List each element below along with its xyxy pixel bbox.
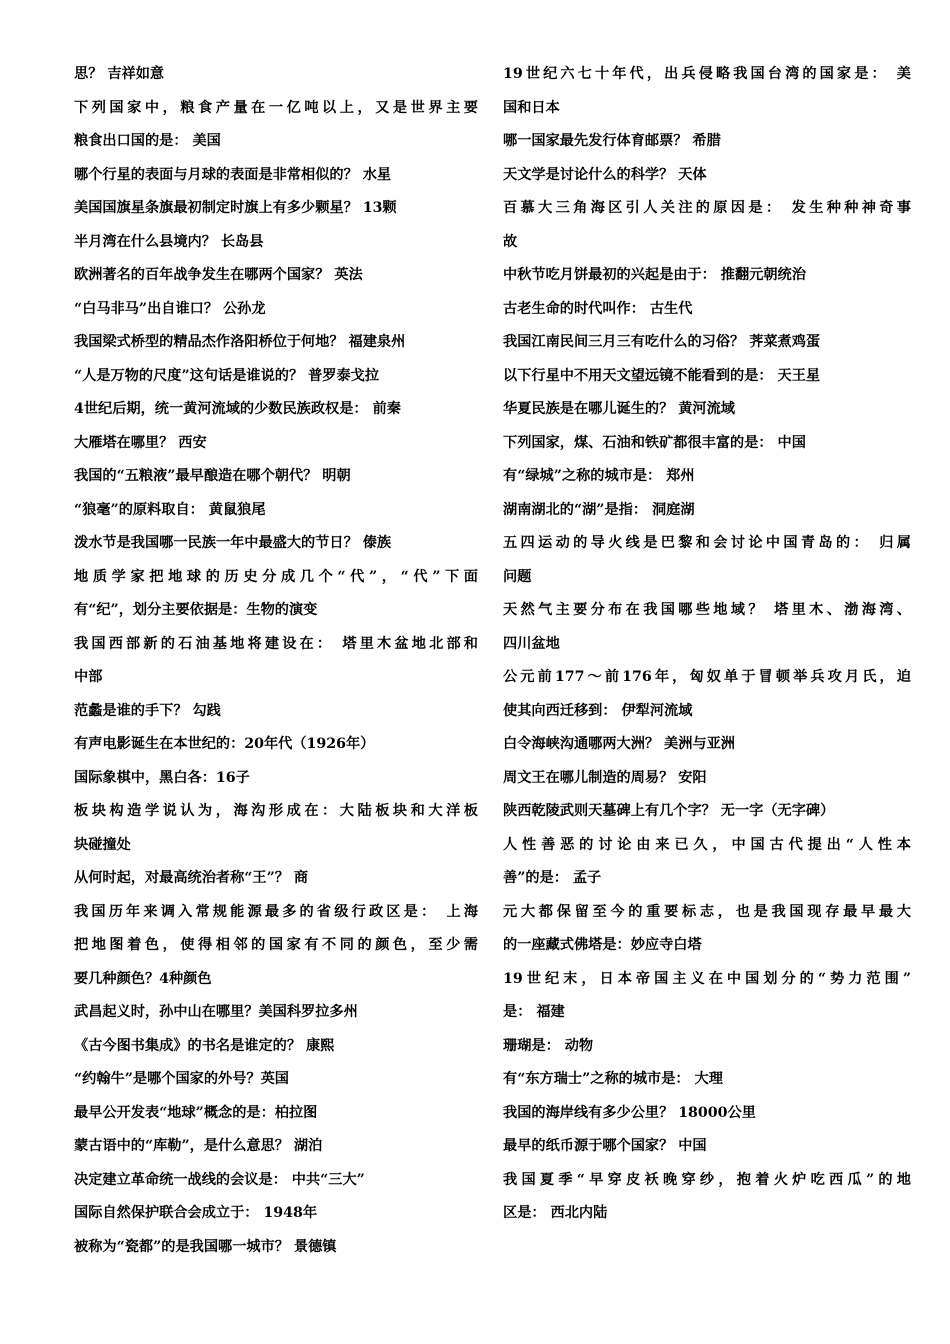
text-line: 天然气主要分布在我国哪些地域？ 塔里木、渤海湾、	[503, 602, 911, 618]
text-line: 把地图着色，使得相邻的国家有不同的颜色，至少需	[74, 937, 478, 953]
text-line: 珊瑚是： 动物	[503, 1037, 594, 1054]
text-line: 我国西部新的石油基地将建设在： 塔里木盆地北部和	[74, 635, 478, 652]
text-line: 块碰撞处	[74, 836, 131, 853]
text-line: 决定建立革命统一战线的会议是： 中共“三大”	[74, 1171, 365, 1188]
text-line: 泼水节是我国哪一民族一年中最盛大的节日？ 傣族	[74, 535, 392, 551]
text-line: 白令海峡沟通哪两大洲？ 美洲与亚洲	[503, 736, 735, 752]
text-line: 国和日本	[503, 99, 560, 116]
text-line: 以下行星中不用天文望远镜不能看到的是： 天王星	[503, 367, 821, 384]
text-line: 地质学家把地球的历史分成几个“代”，“代”下面	[74, 568, 478, 585]
text-line: 我国夏季“早穿皮袄晚穿纱，抱着火炉吃西瓜”的地	[503, 1171, 911, 1188]
text-line: 华夏民族是在哪儿诞生的？ 黄河流域	[503, 401, 735, 417]
text-line: 哪个行星的表面与月球的表面是非常相似的？ 水星	[74, 166, 392, 183]
text-line: 中部	[74, 669, 103, 685]
text-line: 国际象棋中，黑白各：16子	[74, 769, 250, 786]
text-line: 板块构造学说认为，海沟形成在：大陆板块和大洋板	[74, 803, 478, 819]
text-line: 半月湾在什么县境内？ 长岛县	[74, 233, 264, 250]
text-line: 区是： 西北内陆	[503, 1205, 608, 1221]
text-line: 从何时起，对最高统治者称“王”？ 商	[74, 870, 309, 886]
text-line: 19世纪六七十年代，出兵侵略我国台湾的国家是： 美	[503, 66, 911, 82]
text-line: 大雁塔在哪里？ 西安	[74, 434, 207, 451]
left-column	[74, 58, 478, 1264]
text-line: 五四运动的导火线是巴黎和会讨论中国青岛的： 归属	[503, 535, 911, 551]
text-line: “人是万物的尺度”这句话是谁说的？ 普罗泰戈拉	[74, 367, 380, 384]
text-line: 下列国家中，粮食产量在一亿吨以上，又是世界主要	[74, 99, 478, 116]
text-line: 最早的纸币源于哪个国家？ 中国	[503, 1138, 707, 1154]
text-line: 范蠡是谁的手下？ 勾践	[74, 702, 221, 719]
text-line: 善”的是： 孟子	[503, 870, 602, 886]
text-line: 粮食出口国的是： 美国	[74, 133, 221, 149]
text-line: 使其向西迁移到： 伊犁河流域	[503, 702, 693, 719]
text-line: 武昌起义时，孙中山在哪里？美国科罗拉多州	[74, 1004, 358, 1020]
text-line: 我国的海岸线有多少公里？ 18000公里	[503, 1104, 756, 1121]
text-line: “约翰牛”是哪个国家的外号？英国	[74, 1071, 289, 1087]
text-line: 有声电影诞生在本世纪的：20年代（1926年）	[74, 736, 375, 752]
text-line: 元大都保留至今的重要标志，也是我国现存最早最大	[503, 903, 911, 920]
text-line: 四川盆地	[503, 635, 560, 652]
text-line: 是： 福建	[503, 1004, 565, 1020]
text-line: 我国历年来调入常规能源最多的省级行政区是： 上海	[74, 903, 478, 920]
text-line: 陕西乾陵武则天墓碑上有几个字？ 无一字（无字碑）	[503, 803, 835, 819]
text-line: 我国江南民间三月三有吃什么的习俗？ 荠菜煮鸡蛋	[503, 334, 821, 350]
text-line: 要几种颜色？4种颜色	[74, 970, 212, 987]
text-line: 天文学是讨论什么的科学？ 天体	[503, 166, 707, 183]
text-line: 我国梁式桥型的精品杰作洛阳桥位于何地？ 福建泉州	[74, 334, 406, 350]
text-line: 的一座藏式佛塔是：妙应寺白塔	[503, 937, 702, 953]
text-line: 有“东方瑞士”之称的城市是： 大理	[503, 1071, 723, 1087]
text-line: 哪一国家最先发行体育邮票？ 希腊	[503, 133, 721, 149]
text-line: 思？ 吉祥如意	[74, 66, 165, 82]
text-line: 有“绿城”之称的城市是： 郑州	[503, 468, 695, 484]
text-line: “白马非马”出自谁口？ 公孙龙	[74, 300, 266, 317]
text-line: 《古今图书集成》的书名是谁定的？ 康熙	[74, 1037, 335, 1054]
text-line: 问题	[503, 568, 532, 585]
text-line: 湖南湖北的“湖”是指： 洞庭湖	[503, 501, 695, 518]
text-line: 中秋节吃月饼最初的兴起是由于： 推翻元朝统治	[503, 267, 806, 283]
text-line: 人性善恶的讨论由来已久，中国古代提出“人性本	[503, 836, 911, 853]
text-line: 国际自然保护联合会成立于： 1948年	[74, 1205, 318, 1221]
text-line: 被称为“瓷都”的是我国哪一城市？ 景德镇	[74, 1238, 337, 1255]
text-line: “狼毫”的原料取自： 黄鼠狼尾	[74, 501, 266, 518]
text-line: 最早公开发表“地球”概念的是：柏拉图	[74, 1104, 318, 1121]
text-line: 4世纪后期，统一黄河流域的少数民族政权是： 前秦	[74, 401, 401, 417]
text-line: 蒙古语中的“库勒”，是什么意思？ 湖泊	[74, 1138, 323, 1154]
text-line: 古老生命的时代叫作： 古生代	[503, 300, 693, 317]
text-line: 有“纪”，划分主要依据是：生物的演变	[74, 602, 318, 618]
text-line: 故	[503, 233, 518, 250]
text-line: 欧洲著名的百年战争发生在哪两个国家？ 英法	[74, 267, 363, 283]
right-column	[503, 58, 911, 1231]
text-line: 周文王在哪儿制造的周易？ 安阳	[503, 769, 707, 786]
text-line: 公元前177～前176年，匈奴单于冒顿举兵攻月氏，迫	[503, 669, 911, 685]
text-line: 19世纪末，日本帝国主义在中国划分的“势力范围”	[503, 970, 911, 987]
text-line: 百慕大三角海区引人关注的原因是： 发生种种神奇事	[503, 200, 911, 216]
text-line: 下列国家，煤、石油和铁矿都很丰富的是： 中国	[503, 434, 806, 451]
text-line: 我国的“五粮液”最早酿造在哪个朝代？ 明朝	[74, 468, 351, 484]
text-line: 美国国旗星条旗最初制定时旗上有多少颗星？ 13颗	[74, 200, 397, 216]
